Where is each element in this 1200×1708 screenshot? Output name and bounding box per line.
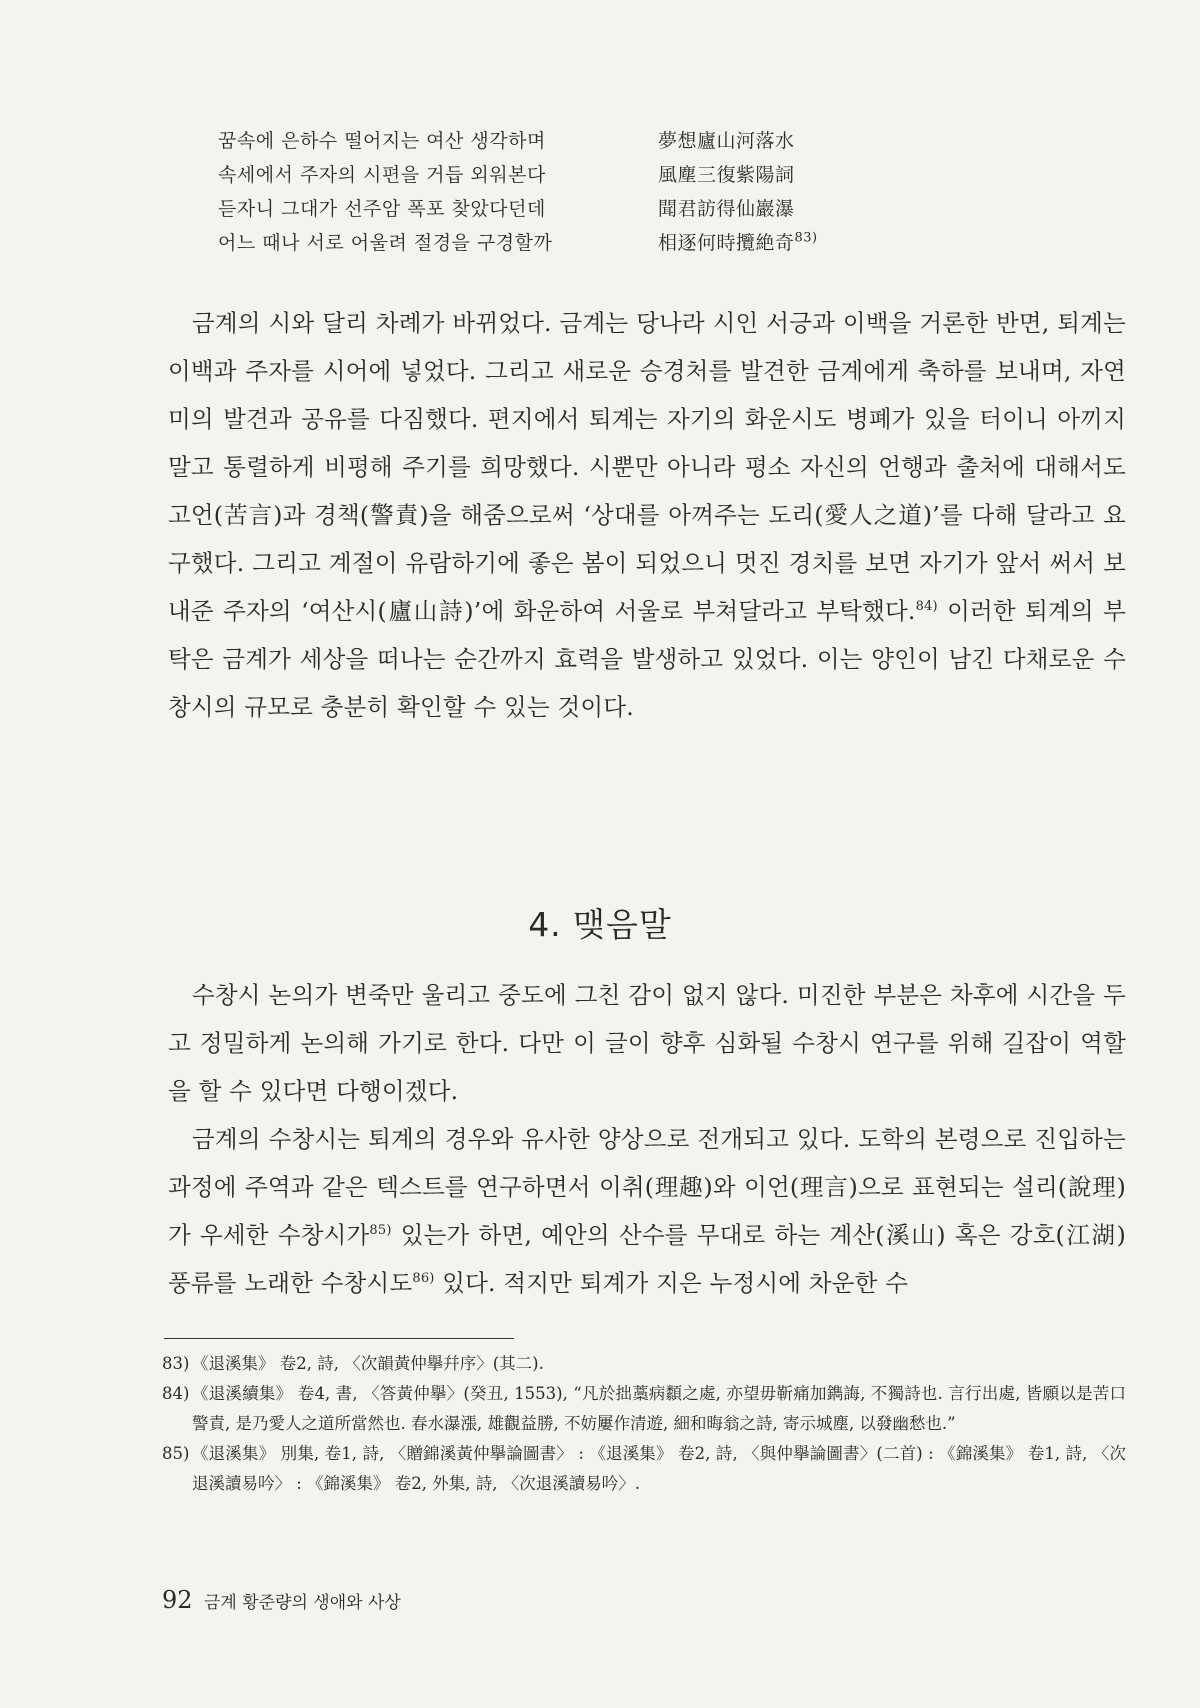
footnotes: [162, 1349, 1126, 1499]
body-text-after-section: [168, 971, 1126, 1307]
poem-korean-line: 속세에서 주자의 시편을 거듭 외워본다: [218, 164, 546, 186]
footnote-ref: 83): [794, 230, 818, 246]
running-footer: [162, 1585, 401, 1618]
page-number: 92: [162, 1586, 193, 1614]
footnote-ref: 85): [369, 1223, 392, 1239]
running-title: 금계 황준량의 생애와 사상: [203, 1593, 401, 1613]
poem-block: [218, 124, 918, 260]
poem-hanja-line: [658, 158, 795, 192]
footnote-number: 85): [162, 1444, 190, 1463]
poem-hanja-line: [658, 192, 795, 226]
body-paragraph: [168, 299, 1126, 731]
footnote-number: 84): [162, 1384, 190, 1403]
body-paragraph: [168, 1115, 1126, 1307]
poem-hanja-text: 相逐何時攬絶奇: [658, 232, 795, 254]
poem-line: [218, 124, 918, 158]
footnote-text: 《退溪續集》 卷4, 書, 〈答黃仲擧〉(癸丑, 1553), “凡於拙藁病纇之處, 亦望毋靳痛加鐫誨, 不獨詩也. 言行出處, 皆願以是苦口警責, 是乃愛人之道所當然也. 春水瀑漲, 雄觀益勝, 不妨屢作清遊, 細和晦翁之詩, 寄示城塵, 以發幽愁也.”: [192, 1384, 1126, 1433]
poem-hanja-line: [658, 226, 818, 260]
footnote-divider: [164, 1338, 514, 1339]
paragraph-text: 금계의 시와 달리 차례가 바뀌었다. 금계는 당나라 시인 서긍과 이백을 거론한 반면, 퇴계는 이백과 주자를 시어에 넣었다. 그리고 새로운 승경처를 발견한 금계에게 축하를 보내며, 자연미의 발견과 공유를 다짐했다. 편지에서 퇴계는 자기의 화운시도 병폐가 있을 터이니 아끼지 말고 통렬하게 비평해 주기를 희망했다. 시뿐만 아니라 평소 자신의 언행과 출처에 대해서도 고언(苦言)과 경책(警責)을 해줌으로써 ‘상대를 아껴주는 도리(愛人之道)’를 다해 달라고 요구했다. 그리고 계절이 유람하기에 좋은 봄이 되었으니 멋진 경치를 보면 자기가 앞서 써서 보내준 주자의 ‘여산시(廬山詩)’에 화운하여 서울로 부쳐달라고 부탁했다.: [168, 309, 1126, 625]
footnote-ref: 86): [412, 1271, 435, 1287]
paragraph-text: 이러한 퇴계의 부탁은 금계가 세상을 떠나는 순간까지 효력을 발생하고 있었다. 이는 양인이 남긴 다채로운 수창시의 규모로 충분히 확인할 수 있는 것이다.: [168, 597, 1126, 721]
poem-hanja-text: 聞君訪得仙巖瀑: [658, 198, 795, 220]
poem-hanja-text: 風塵三復紫陽詞: [658, 164, 795, 186]
poem-korean-line: 꿈속에 은하수 떨어지는 여산 생각하며: [218, 130, 546, 152]
body-paragraph: [168, 971, 1126, 1115]
footnote-text: 《退溪集》 卷2, 詩, 〈次韻黃仲擧幷序〉(其二).: [192, 1354, 544, 1373]
paragraph-text: 있는가 하면, 예안의 산수를 무대로 하는 계산(溪山) 혹은 강호(江湖) 풍류를 노래한 수창시도: [168, 1221, 1126, 1297]
section-title: 4. 맺음말: [528, 905, 672, 944]
footnote-number: 83): [162, 1354, 190, 1373]
paragraph-text: 금계의 수창시는 퇴계의 경우와 유사한 양상으로 전개되고 있다. 도학의 본령으로 진입하는 과정에 주역과 같은 텍스트를 연구하면서 이취(理趣)와 이언(理言)으로 표현되는 설리(說理)가 우세한 수창시가: [168, 1125, 1126, 1249]
paragraph-text: 수창시 논의가 변죽만 울리고 중도에 그친 감이 없지 않다. 미진한 부분은 차후에 시간을 두고 정밀하게 논의해 가기로 한다. 다만 이 글이 향후 심화될 수창시 연구를 위해 길잡이 역할을 할 수 있다면 다행이겠다.: [168, 981, 1126, 1105]
poem-hanja-line: [658, 124, 795, 158]
poem-line: [218, 192, 918, 226]
poem-hanja-text: 夢想廬山河落水: [658, 130, 795, 152]
footnote-item: [162, 1379, 1126, 1439]
body-text-before-section: [168, 299, 1126, 731]
footnote-item: [162, 1439, 1126, 1499]
poem-korean-line: 듣자니 그대가 선주암 폭포 찾았다던데: [218, 198, 546, 220]
poem-line: [218, 226, 918, 260]
poem-line: [218, 158, 918, 192]
paragraph-text: 있다. 적지만 퇴계가 지은 누정시에 차운한 수: [434, 1269, 909, 1297]
footnote-item: [162, 1349, 1126, 1379]
poem-korean-line: 어느 때나 서로 어울려 절경을 구경할까: [218, 232, 553, 254]
footnote-text: 《退溪集》 別集, 卷1, 詩, 〈贈錦溪黃仲擧論圖書〉 : 《退溪集》 卷2, 詩, 〈與仲擧論圖書〉(二首) : 《錦溪集》 卷1, 詩, 〈次退溪讀易吟〉 : 《錦溪集》 卷2, 外集, 詩, 〈次退溪讀易吟〉.: [192, 1444, 1126, 1493]
footnote-ref: 84): [915, 599, 938, 615]
